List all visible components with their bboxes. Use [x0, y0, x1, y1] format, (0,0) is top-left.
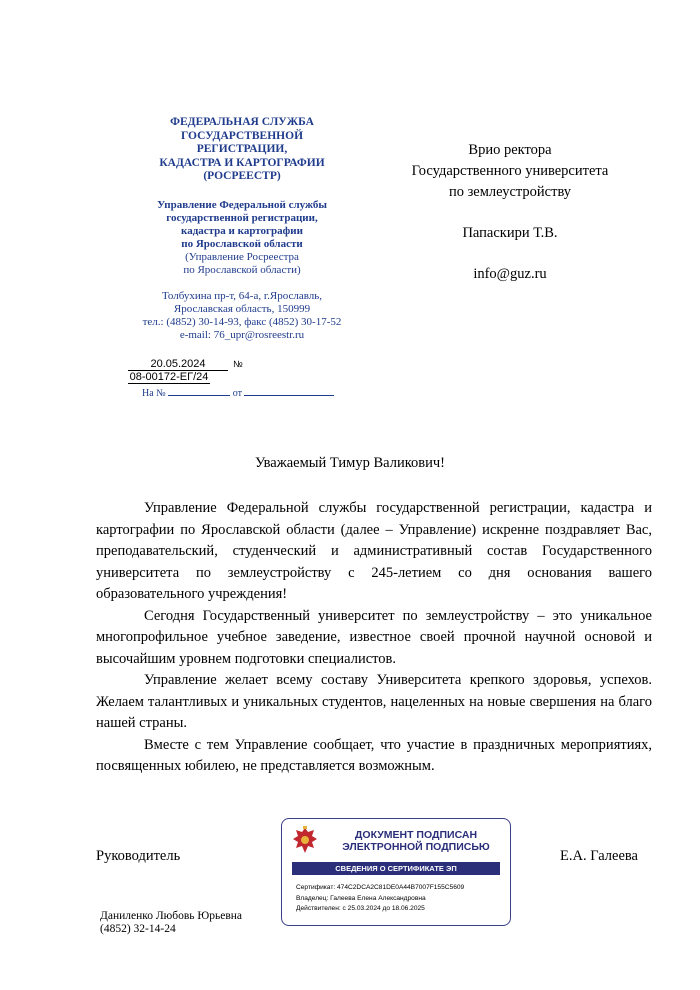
addressee-name: Папаскири Т.В. — [462, 225, 558, 241]
certificate-owner: Владелец: Галеева Елена Александровна — [296, 894, 426, 902]
coat-of-arms-icon — [290, 825, 320, 857]
addressee-block — [380, 140, 640, 285]
body-paragraph: Вместе с тем Управление сообщает, что участие в праздничных мероприятиях, посвященных юбилею, не представляется возможным. — [96, 736, 652, 774]
addressee-line: Врио ректора — [468, 142, 552, 158]
number-sign: № — [233, 359, 243, 369]
signatory-name: Е.А. Галеева — [560, 848, 638, 864]
reference-date-blank — [244, 386, 334, 396]
addressee-line: по землеустройству — [448, 184, 572, 200]
letter-body — [96, 498, 652, 778]
registration-number: 08-00172-ЕГ/24 — [129, 371, 209, 383]
body-paragraph: Управление Федеральной службы государственной регистрации, кадастра и картографии по Ярославской области (далее – Управление) искренне поздравляет Вас, преподавательский, студенческий и административный состав Государственного университета по землеустройству с 245-летием со дня основания вашего образовательного учреждения! — [96, 500, 652, 602]
certificate-details — [296, 883, 464, 915]
body-paragraph: Управление желает всему составу Университета крепкого здоровья, успехов. Желаем талантливых и уникальных студентов, нацеленных на новые свершения на благо нашей страны. — [96, 672, 652, 731]
signatory-title: Руководитель — [96, 848, 181, 864]
electronic-signature-stamp — [281, 818, 511, 926]
executor-phone: (4852) 32-14-24 — [100, 923, 176, 935]
reference-line — [142, 386, 334, 399]
reference-middle: от — [232, 388, 242, 399]
greeting: Уважаемый Тимур Валикович! — [255, 455, 445, 471]
executor-name: Даниленко Любовь Юрьевна — [100, 910, 243, 922]
stamp-title: ДОКУМЕНТ ПОДПИСАН ЭЛЕКТРОННОЙ ПОДПИСЬЮ — [342, 829, 490, 853]
department-short-name: (Управление Росреестра по Ярославской области) — [183, 250, 301, 276]
registration-line — [128, 358, 326, 384]
reference-prefix: На № — [142, 388, 166, 399]
registration-date: 20.05.2024 — [128, 358, 228, 371]
addressee-email: info@guz.ru — [473, 266, 547, 282]
org-name: ФЕДЕРАЛЬНАЯ СЛУЖБА ГОСУДАРСТВЕННОЙ РЕГИСТРАЦИИ, КАДАСТРА И КАРТОГРАФИИ (РОСРЕЕСТР) — [159, 116, 325, 182]
body-paragraph: Сегодня Государственный университет по землеустройству – это уникальное многопрофильное учебное заведение, известное своей прочной научной основой и высочайшим уровнем подготовки специалистов. — [96, 607, 652, 667]
department-address: Толбухина пр-т, 64-а, г.Ярославль, Ярославская область, 150999 тел.: (4852) 30-14-93, факс (4852) 30-17-52 e-mail: 76_upr@rosreestr.ru — [142, 289, 342, 341]
department-name: Управление Федеральной службы государственной регистрации, кадастра и картографии по Ярославской области — [157, 198, 327, 250]
executor-info — [100, 910, 242, 936]
certificate-validity: Действителен: с 25.03.2024 до 18.06.2025 — [296, 905, 425, 912]
certificate-id: Сертификат: 474C2DCA2C81DE0A44B7007F155C5609 — [296, 884, 465, 891]
stamp-band: СВЕДЕНИЯ О СЕРТИФИКАТЕ ЭП — [292, 862, 500, 875]
reference-number-blank — [168, 386, 230, 396]
letterhead — [112, 116, 372, 342]
addressee-line: Государственного университета — [411, 163, 609, 179]
